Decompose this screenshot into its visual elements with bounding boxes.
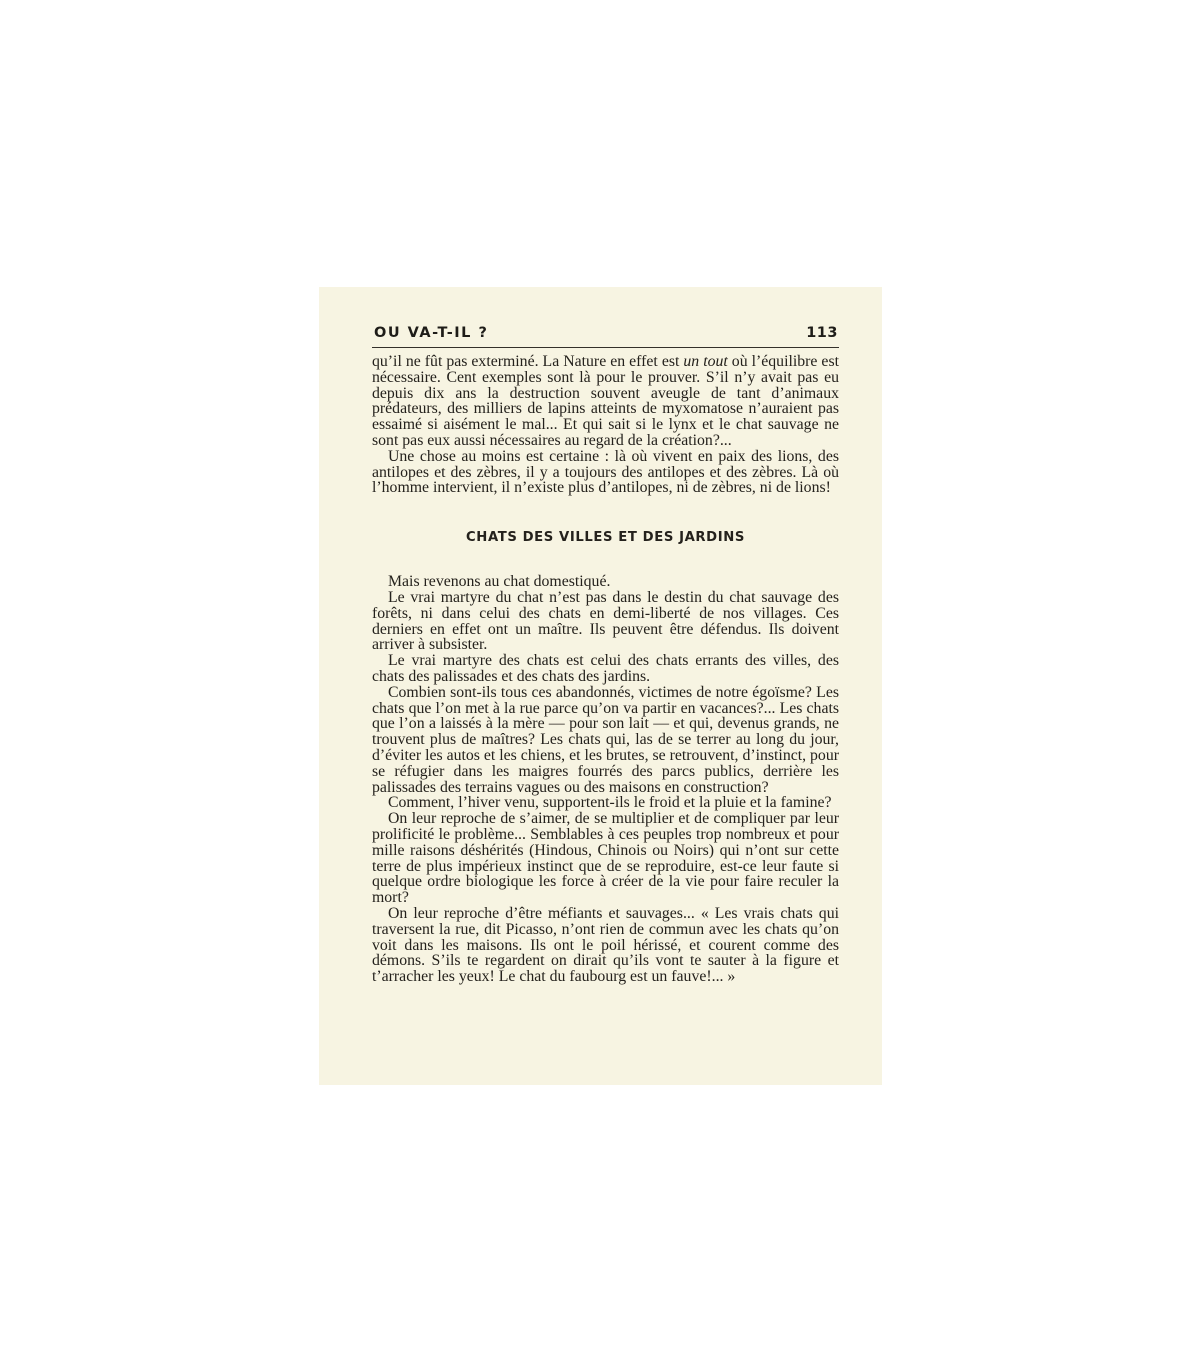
book-page bbox=[319, 287, 882, 1085]
paragraph: Une chose au moins est certaine : là où vivent en paix des lions, des antilopes et des zèbres, il y a toujours des antilopes et des zèbres. Là où l’homme intervient, il n’existe plus d’antilopes, ni de zèbres, ni de lions! bbox=[372, 447, 839, 497]
paragraph: On leur reproche d’être méfiants et sauvages... « Les vrais chats qui traversent la rue, dit Picasso, n’ont rien de commun avec les chats qu’on voit dans les maisons. Ils ont le poil hérissé, et courent comme des démons. S’ils te regardent on dirait qu’ils vont te sauter à la figure et t’arracher les yeux! Le chat du faubourg est un fauve!... » bbox=[372, 904, 839, 986]
spacer bbox=[372, 546, 839, 574]
section-heading: CHATS DES VILLES ET DES JARDINS bbox=[466, 530, 745, 546]
paragraph: Mais revenons au chat domestiqué. bbox=[388, 573, 611, 591]
paragraph: Le vrai martyre du chat n’est pas dans le destin du chat sauvage des forêts, ni dans celui des chats en demi-liberté de nos villages. Ces derniers en effet ont un maître. Ils peuvent être défendus. Ils doivent arriver à subsister. bbox=[372, 588, 839, 654]
paragraph: Le vrai martyre des chats est celui des chats errants des villes, des chats des palissades et des chats des jardins. bbox=[372, 652, 839, 685]
page-header bbox=[374, 325, 838, 347]
paragraph: Combien sont-ils tous ces abandonnés, victimes de notre égoïsme? Les chats que l’on met à la rue parce qu’on va partir en vacances?... Les chats que l’on a laissés à la mère — pour son lait — et qui, devenus grands, ne trouvent plus de maîtres? Les chats qui, las de se terrer au long du jour, d’éviter les autos et les chiens, et les brutes, se retrouvent, d’instinct, pour se réfugier dans les maigres fourrés des parcs publics, derrière les palissades des terrains vagues ou des maisons en construction? bbox=[372, 683, 839, 796]
running-title: OU VA-T-IL ? bbox=[374, 325, 489, 341]
paragraph: qu’il ne fût pas exterminé. La Nature en effet est un tout où l’équilibre est nécessaire. Cent exemples sont là pour le prouver. S’il n’y avait pas eu depuis dix ans la destruction souvent aveugle de tant d’animaux prédateurs, des milliers de lapins atteints de myxomatose n’auraient pas essaimé si aisément le mal... Et qui sait si le lynx et le chat sauvage ne sont pas eux aussi nécessaires au regard de la création?... bbox=[372, 353, 839, 449]
page-number: 113 bbox=[806, 325, 838, 341]
spacer bbox=[372, 496, 839, 530]
page-body bbox=[372, 354, 839, 985]
paragraph: Comment, l’hiver venu, supportent-ils le froid et la pluie et la famine? bbox=[388, 794, 832, 812]
header-rule bbox=[372, 347, 839, 348]
emphasized-text: un tout bbox=[683, 353, 728, 370]
paragraph: On leur reproche de s’aimer, de se multiplier et de compliquer par leur prolificité le problème... Semblables à ces peuples trop nombreux et pour mille raisons déshérités (Hindous, Chinois ou Noirs) qui n’ont sur cette terre de plus impérieux instinct que de se reproduire, est-ce leur faute si quelque ordre biologique les force à créer de la vie pour faire reculer la mort? bbox=[372, 810, 839, 907]
